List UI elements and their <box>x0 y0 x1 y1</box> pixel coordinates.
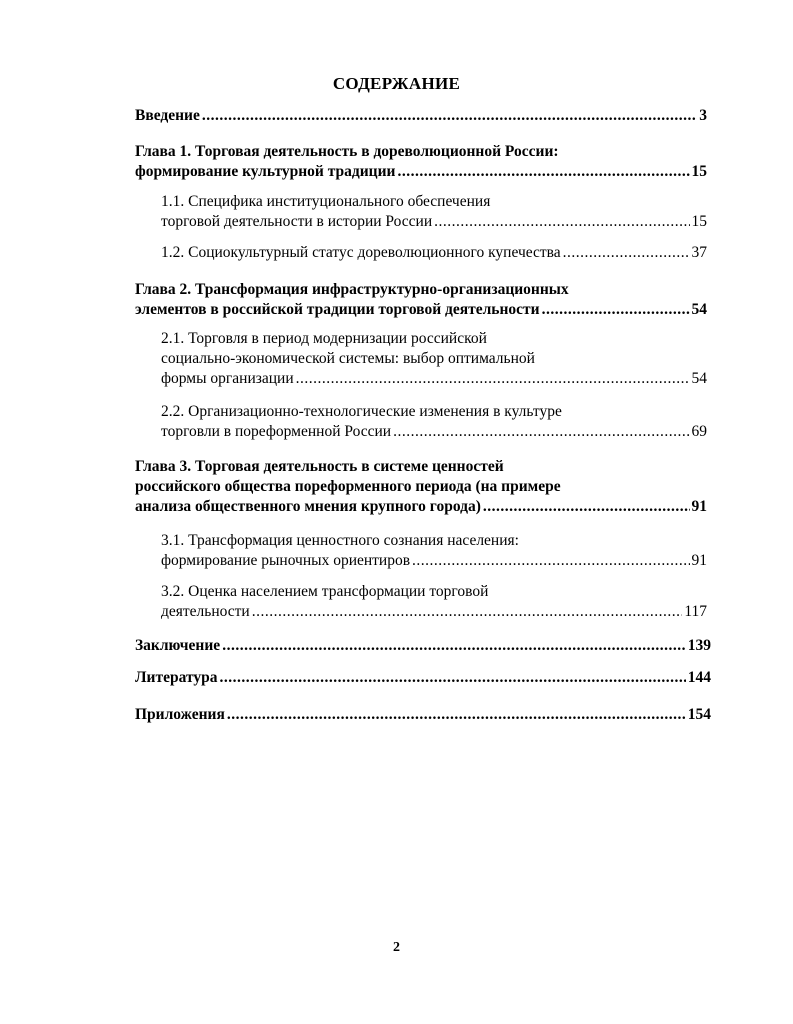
toc-entry-text: Глава 3. Торговая деятельность в системе ценностей <box>135 458 504 475</box>
toc-entry-chapter-1[interactable] <box>135 142 707 182</box>
toc-entry-text: 3.1. Трансформация ценностного сознания населения: <box>161 532 519 549</box>
toc-entry-section-2-1[interactable] <box>161 329 707 389</box>
dot-leader <box>434 212 689 232</box>
toc-entry-last-line <box>161 243 707 263</box>
toc-entry-text: Введение <box>135 107 200 124</box>
toc-entry-text: Глава 2. Трансформация инфраструктурно-организационных <box>135 281 569 298</box>
toc-entry-text: формы организации <box>161 370 294 387</box>
toc-entry-text: формирование культурной традиции <box>135 163 396 180</box>
toc-page-number: 91 <box>691 552 707 569</box>
toc-page-number: 69 <box>691 423 707 440</box>
toc-entry-text: социально-экономической системы: выбор оптимальной <box>161 350 535 367</box>
toc-entry-conclusion[interactable] <box>135 636 711 656</box>
dot-leader <box>222 636 686 656</box>
dot-leader <box>296 369 690 389</box>
toc-entry-text: торговой деятельности в истории России <box>161 213 433 230</box>
toc-entry-text: торговли в пореформенной России <box>161 423 392 440</box>
toc-page-number: 139 <box>687 637 711 654</box>
toc-entry-section-1-2[interactable] <box>161 243 707 263</box>
toc-entry-text: российского общества пореформенного периода (на примере <box>135 478 561 495</box>
page-number: 2 <box>393 940 400 955</box>
toc-entry-appendices[interactable] <box>135 705 711 725</box>
dot-leader <box>393 422 689 442</box>
toc-entry-chapter-3[interactable] <box>135 457 707 517</box>
toc-entry-last-line <box>135 497 707 517</box>
dot-leader <box>252 602 683 622</box>
toc-entry-text: 2.1. Торговля в период модернизации российской <box>161 330 487 347</box>
toc-entry-text: Литература <box>135 669 218 686</box>
toc-entry-last-line <box>161 212 707 232</box>
toc-entry-last-line <box>135 300 707 320</box>
toc-entry-section-1-1[interactable] <box>161 192 707 232</box>
dot-leader <box>412 551 689 571</box>
toc-page-number: 154 <box>687 706 711 723</box>
toc-entry-last-line <box>135 162 707 182</box>
toc-entry-literature[interactable] <box>135 668 711 688</box>
toc-page-number: 37 <box>691 244 707 261</box>
toc-entry-last-line <box>135 106 707 126</box>
dot-leader <box>227 705 686 725</box>
toc-entry-text: 1.1. Специфика институционального обеспечения <box>161 193 491 210</box>
toc-entry-last-line <box>135 705 711 725</box>
toc-entry-section-3-2[interactable] <box>161 582 707 622</box>
dot-leader <box>202 106 697 126</box>
toc-entry-section-2-2[interactable] <box>161 402 707 442</box>
toc-entry-last-line <box>135 668 711 688</box>
toc-title: СОДЕРЖАНИЕ <box>332 74 461 93</box>
toc-page-number: 15 <box>691 213 707 230</box>
toc-page-number: 144 <box>687 669 711 686</box>
toc-page-number: 15 <box>691 163 707 180</box>
toc-entry-last-line <box>161 551 707 571</box>
toc-entry-last-line <box>161 369 707 389</box>
toc-entry-text: деятельности <box>161 603 250 620</box>
dot-leader <box>397 162 689 182</box>
toc-entry-text: 3.2. Оценка населением трансформации торговой <box>161 583 489 600</box>
dot-leader <box>563 243 690 263</box>
toc-entry-text: 1.2. Социокультурный статус дореволюционного купечества <box>161 244 561 261</box>
dot-leader <box>219 668 685 688</box>
toc-entry-text: Заключение <box>135 637 221 654</box>
toc-entry-last-line <box>161 602 707 622</box>
toc-entry-text: 2.2. Организационно-технологические изменения в культуре <box>161 403 562 420</box>
toc-page-number: 91 <box>691 498 707 515</box>
toc-entry-text: анализа общественного мнения крупного города) <box>135 498 481 515</box>
toc-entry-text: формирование рыночных ориентиров <box>161 552 411 569</box>
toc-entry-introduction[interactable] <box>135 106 707 126</box>
toc-entry-text: Глава 1. Торговая деятельность в дореволюционной России: <box>135 143 559 160</box>
toc-page-number: 54 <box>691 301 707 318</box>
toc-entry-chapter-2[interactable] <box>135 280 707 320</box>
dot-leader <box>483 497 690 517</box>
toc-entry-text: Приложения <box>135 706 225 723</box>
toc-page-number: 54 <box>691 370 707 387</box>
toc-page-number: 117 <box>684 603 707 620</box>
toc-entry-last-line <box>135 636 711 656</box>
dot-leader <box>542 300 690 320</box>
toc-page-number: 3 <box>699 107 707 124</box>
toc-entry-text: элементов в российской традиции торговой деятельности <box>135 301 540 318</box>
toc-entry-section-3-1[interactable] <box>161 531 707 571</box>
toc-entry-last-line <box>161 422 707 442</box>
